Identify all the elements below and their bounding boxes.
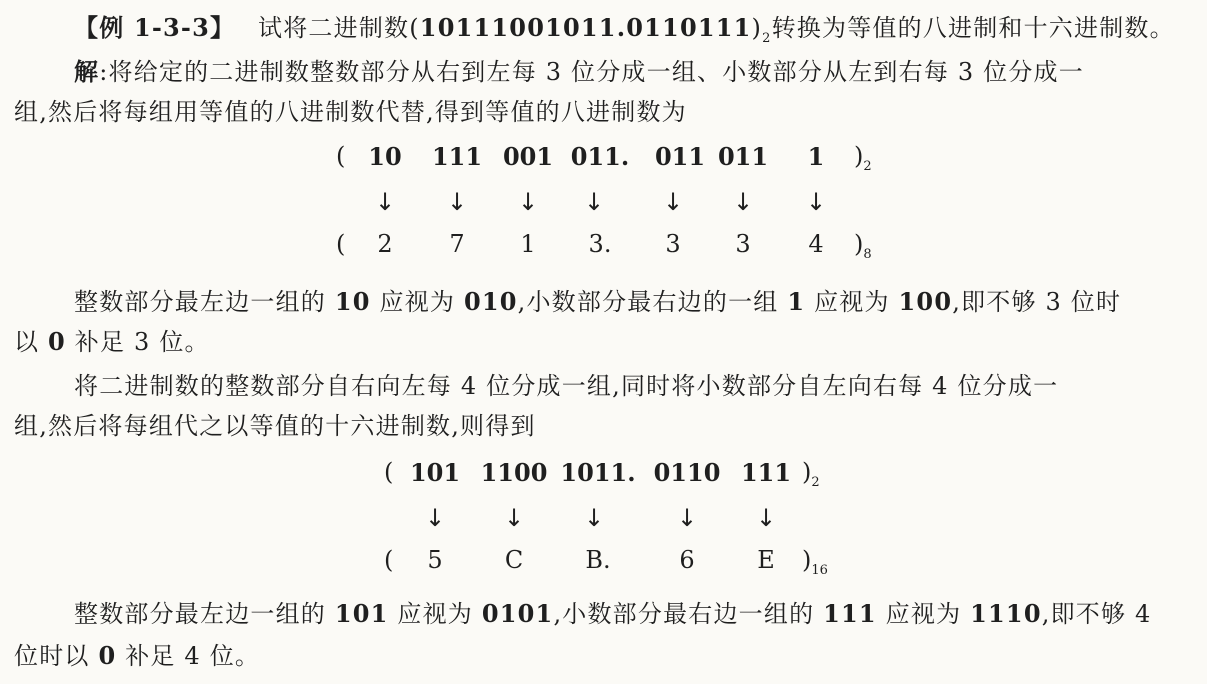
note-value: 100 [898, 287, 953, 316]
hex-intro-line-2 [14, 406, 536, 441]
note-text: 整数部分最左边一组的 [74, 288, 326, 316]
solution-line-1 [74, 52, 1084, 87]
hex-intro-line-1 [74, 366, 1058, 401]
octal-digit: 2 [377, 230, 393, 258]
example-heading: 【例 1-3-3】 试将二进制数$(10111001011.0110111)_2$转换为等值的八进制和十六进制数。 [74, 13, 1175, 46]
octal-digit: 1 [520, 230, 536, 258]
down-arrow-icon: ↓ [755, 504, 777, 532]
octal-digit: 7 [449, 230, 465, 258]
octal-group: 001 [502, 142, 554, 171]
octal-group: 111 [431, 142, 483, 171]
hex-intro-text-2: 组,然后将每组代之以等值的十六进制数,则得到 [14, 412, 536, 440]
close-paren: ) [854, 230, 864, 258]
octal-group: 10 [368, 142, 402, 171]
octal-open-paren-bottom: ( [336, 230, 346, 258]
note-text: 应视为 [397, 600, 473, 628]
note-value: 010 [463, 287, 518, 316]
octal-close-paren-top [854, 142, 872, 174]
note-value: 1110 [970, 599, 1042, 628]
octal-group: 1 [807, 142, 825, 171]
down-arrow-icon: ↓ [583, 504, 605, 532]
from-base-subscript: 2 [863, 159, 872, 174]
hex-note-line-1 [74, 594, 1151, 629]
note-text: 整数部分最左边一组的 [74, 600, 326, 628]
close-paren: ) [802, 546, 812, 574]
hex-group: 1011. [560, 458, 636, 487]
octal-group: 011 [717, 142, 769, 171]
down-arrow-icon: ↓ [503, 504, 525, 532]
note-text: 应视为 [379, 288, 456, 316]
down-arrow-icon: ↓ [446, 188, 468, 216]
octal-digit: 3 [735, 230, 751, 258]
solution-line-2 [14, 92, 687, 127]
binary-number: 10111001011.0110111 [419, 13, 752, 42]
octal-note-line-1 [74, 282, 1121, 317]
question-prefix: 试将二进制数( [258, 14, 420, 42]
hex-digit: C [504, 546, 524, 574]
note-text: 应视为 [885, 600, 962, 628]
base-subscript: 2 [762, 31, 772, 46]
hex-group: 101 [409, 458, 461, 487]
octal-group: 011. [570, 142, 630, 171]
to-base-subscript: 8 [863, 247, 872, 262]
note-value: 111 [823, 599, 877, 628]
octal-digit: 3 [665, 230, 681, 258]
example-label: 【例 1-3-3】 [74, 13, 236, 42]
note-text: 补足 3 位。 [74, 328, 210, 356]
close-paren: ) [854, 142, 864, 170]
hex-digit: E [757, 546, 775, 574]
note-text: ,即不够 4 [1041, 600, 1152, 628]
octal-note-line-2 [14, 322, 210, 357]
down-arrow-icon: ↓ [662, 188, 684, 216]
note-text: 补足 4 位。 [125, 642, 261, 670]
down-arrow-icon: ↓ [676, 504, 698, 532]
hex-open-paren-top: ( [384, 458, 394, 486]
note-text: 以 [14, 328, 40, 356]
hex-digit: B. [585, 546, 611, 574]
solution-label: 解 [74, 57, 100, 86]
solution-text-2: 组,然后将每组用等值的八进制数代替,得到等值的八进制数为 [14, 98, 687, 126]
hex-group: 111 [740, 458, 792, 487]
octal-group: 011 [654, 142, 706, 171]
octal-close-paren-bottom [854, 230, 872, 262]
from-base-subscript: 2 [811, 475, 820, 490]
note-value: 0101 [481, 599, 554, 628]
octal-digit: 4 [808, 230, 824, 258]
solution-text-1: :将给定的二进制数整数部分从右到左每 3 位分成一组、小数部分从左到右每 3 位分成一 [99, 58, 1084, 86]
note-value: 0 [48, 327, 66, 356]
hex-group: 0110 [653, 458, 721, 487]
hex-close-paren-bottom [802, 546, 828, 578]
note-text: 应视为 [814, 288, 890, 316]
hex-note-line-2 [14, 636, 260, 671]
note-text: ,小数部分最右边一组的 [553, 600, 815, 628]
note-text: ,小数部分最右边的一组 [517, 288, 779, 316]
note-value: 1 [787, 287, 806, 316]
close-paren: ) [802, 458, 812, 486]
to-base-subscript: 16 [811, 563, 828, 578]
hex-intro-text-1: 将二进制数的整数部分自右向左每 4 位分成一组,同时将小数部分自左向右每 4 位分成一 [74, 372, 1059, 400]
hex-digit: 6 [679, 546, 695, 574]
down-arrow-icon: ↓ [583, 188, 605, 216]
octal-open-paren-top: ( [336, 142, 346, 170]
note-text: ,即不够 3 位时 [952, 288, 1122, 316]
down-arrow-icon: ↓ [805, 188, 827, 216]
down-arrow-icon: ↓ [374, 188, 396, 216]
note-text: 位时以 [14, 642, 90, 670]
note-value: 0 [98, 641, 117, 670]
question-suffix: 转换为等值的八进制和十六进制数。 [771, 14, 1175, 42]
hex-group: 1100 [480, 458, 548, 487]
down-arrow-icon: ↓ [732, 188, 754, 216]
hex-open-paren-bottom: ( [384, 546, 394, 574]
octal-digit: 3. [588, 230, 612, 258]
hex-digit: 5 [427, 546, 443, 574]
note-value: 10 [334, 287, 371, 316]
down-arrow-icon: ↓ [424, 504, 446, 532]
down-arrow-icon: ↓ [517, 188, 539, 216]
hex-close-paren-top [802, 458, 820, 490]
note-value: 101 [334, 599, 389, 628]
